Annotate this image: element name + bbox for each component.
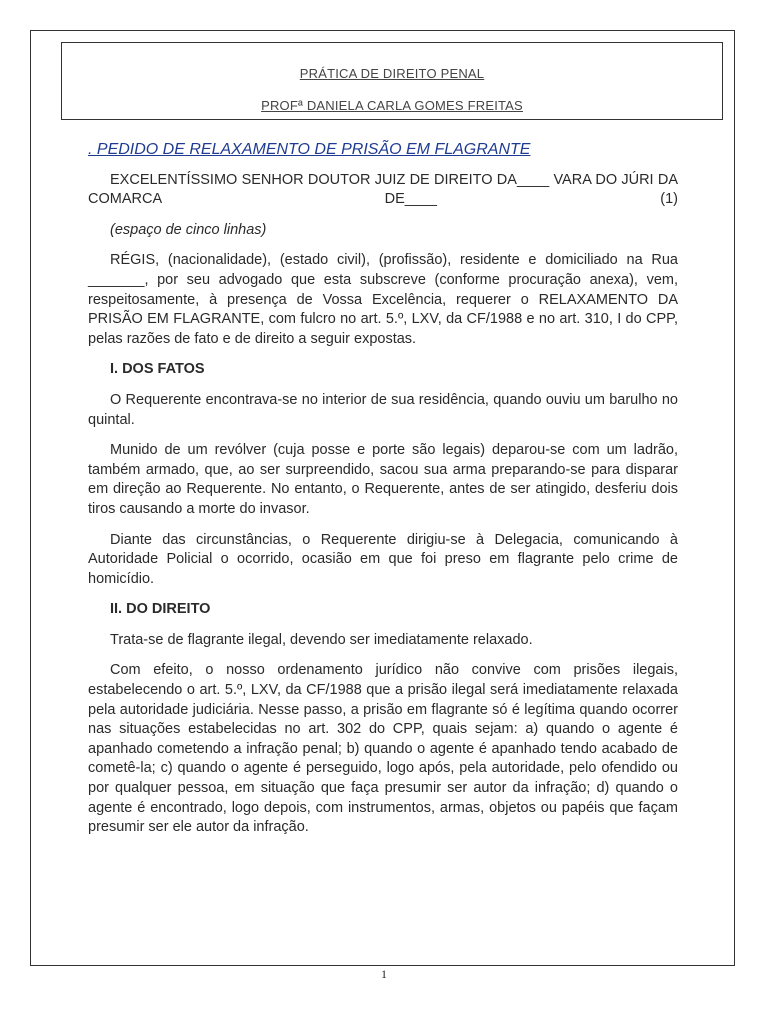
law-paragraph: Trata-se de flagrante ilegal, devendo ser imediatamente relaxado. bbox=[110, 631, 533, 648]
document-body bbox=[88, 140, 678, 849]
header-box bbox=[61, 42, 723, 120]
intro-paragraph: RÉGIS, (nacionalidade), (estado civil), (profissão), residente e domiciliado na Rua _______, por seu advogado que esta subscreve (conforme procuração anexa), vem, respeitosamente, à presença de Vossa Excelência, requerer o RELAXAMENTO DA PRISÃO EM FLAGRANTE, com fulcro no art. 5.º, LXV, da CF/1988 e no art. 310, I do CPP, pelas razões de fato e de direito a seguir expostas. bbox=[88, 252, 678, 347]
page-number: 1 bbox=[381, 967, 387, 981]
course-title: PRÁTICA DE DIREITO PENAL bbox=[299, 66, 485, 81]
law-paragraph: Com efeito, o nosso ordenamento jurídico não convive com prisões ilegais, estabelecendo o art. 5.º, LXV, da CF/1988 que a prisão ilegal será imediatamente relaxada pela autoridade judiciária. Nesse passo, a prisão em flagrante só é legítima quando ocorrer nas situações estabelecidas no art. 302 do CPP, quais sejam: a) quando o agente é apanhado cometendo a infração penal; b) quando o agente é apanhado tendo acabado de cometê-la; c) quando o agente é perseguido, logo após, pela autoridade, pelo ofendido ou por qualquer pessoa, em situação que faça presumir ser autor da infração; d) quando o agente é encontrado, logo depois, com instrumentos, armas, objetos ou papéis que façam presumir ser ele autor da infração. bbox=[88, 662, 678, 836]
spacing-note: (espaço de cinco linhas) bbox=[110, 221, 267, 238]
address-paragraph: EXCELENTÍSSIMO SENHOR DOUTOR JUIZ DE DIREITO DA____ VARA DO JÚRI DA COMARCA DE____ (1) bbox=[88, 171, 678, 208]
facts-paragraph: Munido de um revólver (cuja posse e porte são legais) deparou-se com um ladrão, também armado, que, ao ser surpreendido, sacou sua arma preparando-se para disparar em direção ao Requerente. No entanto, o Requerente, antes de ser atingido, desferiu dois tiros causando a morte do invasor. bbox=[88, 442, 678, 517]
section-title-facts: I. DOS FATOS bbox=[110, 361, 205, 378]
document-title: . PEDIDO DE RELAXAMENTO DE PRISÃO EM FLAGRANTE bbox=[88, 141, 531, 158]
professor-name: PROFª DANIELA CARLA GOMES FREITAS bbox=[261, 98, 523, 113]
facts-paragraph: Diante das circunstâncias, o Requerente dirigiu-se à Delegacia, comunicando à Autoridade Policial o ocorrido, ocasião em que foi preso em flagrante pelo crime de homicídio. bbox=[88, 531, 678, 587]
section-title-law: II. DO DIREITO bbox=[110, 601, 211, 618]
facts-paragraph: O Requerente encontrava-se no interior de sua residência, quando ouviu um barulho no quintal. bbox=[88, 391, 678, 428]
